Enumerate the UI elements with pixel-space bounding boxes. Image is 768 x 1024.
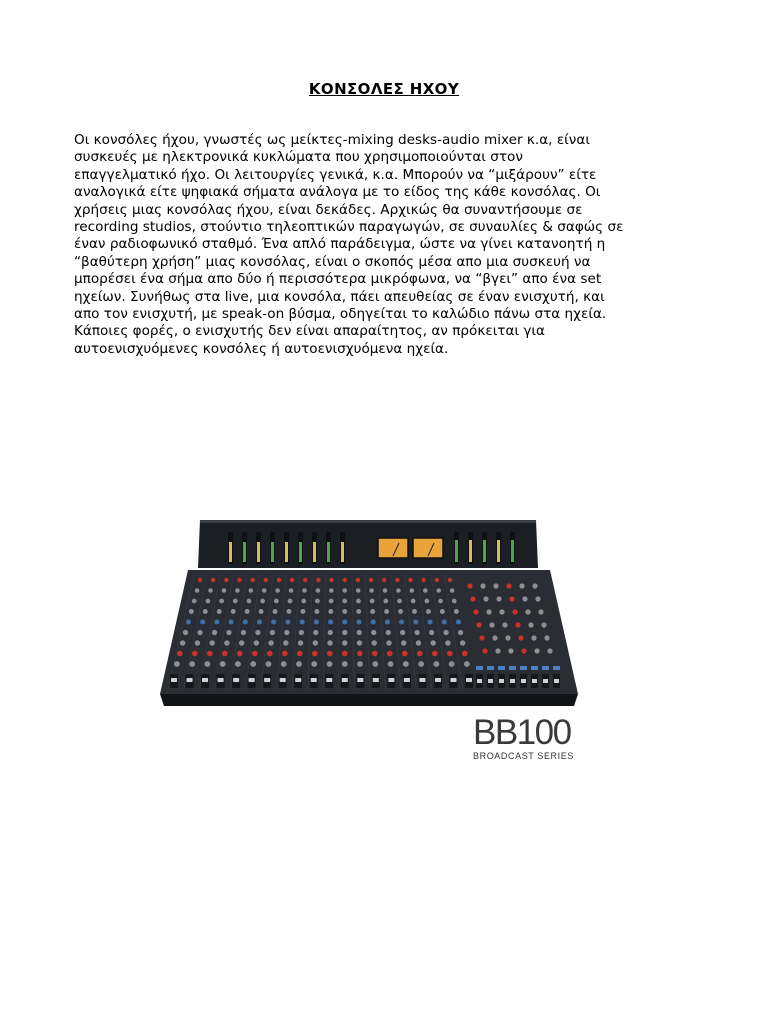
channel-knob bbox=[192, 599, 197, 604]
channel-knob bbox=[403, 661, 409, 667]
model-name: BB100 bbox=[473, 713, 571, 752]
channel-knob bbox=[370, 599, 375, 604]
master-knob bbox=[492, 635, 497, 640]
channel-knob bbox=[303, 578, 307, 582]
channel-knob bbox=[356, 588, 361, 593]
channel-knob bbox=[435, 578, 439, 582]
fader-cap bbox=[450, 678, 456, 682]
channel-knob bbox=[311, 661, 317, 667]
channel-knob bbox=[222, 588, 227, 593]
channel-knob bbox=[301, 599, 306, 604]
channel-knob bbox=[237, 578, 241, 582]
channel-knob bbox=[411, 599, 416, 604]
series-name: BROADCAST SERIES bbox=[473, 751, 574, 761]
channel-knob bbox=[260, 599, 265, 604]
master-knob bbox=[525, 609, 530, 614]
channel-knob bbox=[372, 661, 378, 667]
channel-knob bbox=[211, 578, 215, 582]
channel-knob bbox=[356, 619, 361, 624]
master-knob bbox=[519, 583, 524, 588]
channel-knob bbox=[329, 578, 333, 582]
channel-knob bbox=[369, 588, 374, 593]
fader-cap bbox=[419, 678, 425, 682]
channel-knob bbox=[224, 640, 229, 645]
master-knob bbox=[486, 609, 491, 614]
channel-knob bbox=[271, 619, 276, 624]
fader-cap bbox=[326, 678, 332, 682]
channel-knob bbox=[313, 640, 318, 645]
paragraph-line: συσκευές με ηλεκτρονικά κυκλώματα που χρησιμοποιούνται στον bbox=[74, 149, 523, 166]
bar-meter-level bbox=[229, 542, 232, 562]
channel-knob bbox=[452, 599, 457, 604]
master-fader-cap bbox=[499, 679, 504, 683]
bar-meter-level bbox=[313, 542, 316, 562]
channel-knob bbox=[316, 588, 321, 593]
master-knob bbox=[470, 596, 475, 601]
channel-knob bbox=[408, 578, 412, 582]
fader-cap bbox=[202, 678, 208, 682]
paragraph-line: αυτοενισχυόμενες κονσόλες ή αυτοενισχυόμενα ηχεία. bbox=[74, 340, 449, 357]
master-knob bbox=[483, 596, 488, 601]
channel-knob bbox=[436, 588, 441, 593]
channel-knob bbox=[226, 630, 231, 635]
channel-knob bbox=[285, 619, 290, 624]
channel-knob bbox=[268, 640, 273, 645]
channel-knob bbox=[222, 651, 228, 657]
channel-knob bbox=[198, 578, 202, 582]
channel-knob bbox=[372, 640, 377, 645]
master-knob bbox=[508, 648, 513, 653]
channel-knob bbox=[329, 588, 334, 593]
fader-cap bbox=[264, 678, 270, 682]
channel-knob bbox=[383, 588, 388, 593]
channel-knob bbox=[302, 588, 307, 593]
channel-knob bbox=[417, 651, 423, 657]
channel-knob bbox=[212, 630, 217, 635]
channel-knob bbox=[266, 661, 272, 667]
master-knob bbox=[547, 648, 552, 653]
channel-knob bbox=[398, 609, 403, 614]
paragraph-line: αναλογικά είτε ψηφιακά σήματα ανάλογα με το είδος της κάθε κονσόλας. Οι bbox=[74, 184, 601, 201]
master-knob bbox=[541, 622, 546, 627]
channel-knob bbox=[449, 661, 455, 667]
channel-knob bbox=[220, 661, 226, 667]
channel-knob bbox=[423, 588, 428, 593]
channel-knob bbox=[277, 578, 281, 582]
channel-knob bbox=[300, 609, 305, 614]
channel-knob bbox=[264, 578, 268, 582]
fader-cap bbox=[249, 678, 255, 682]
channel-knob bbox=[418, 661, 424, 667]
channel-knob bbox=[299, 630, 304, 635]
channel-knob bbox=[267, 651, 273, 657]
master-button bbox=[487, 666, 494, 670]
master-button bbox=[531, 666, 538, 670]
master-fader-cap bbox=[532, 679, 537, 683]
channel-knob bbox=[401, 640, 406, 645]
master-knob bbox=[535, 596, 540, 601]
channel-knob bbox=[252, 651, 258, 657]
channel-knob bbox=[262, 588, 267, 593]
channel-knob bbox=[396, 588, 401, 593]
channel-knob bbox=[290, 578, 294, 582]
channel-knob bbox=[357, 661, 363, 667]
channel-knob bbox=[231, 609, 236, 614]
channel-knob bbox=[328, 630, 333, 635]
channel-knob bbox=[315, 599, 320, 604]
channel-knob bbox=[443, 630, 448, 635]
master-button bbox=[476, 666, 483, 670]
master-fader-cap bbox=[488, 679, 493, 683]
paragraph-line: ηχείων. Συνήθως στα live, μια κονσόλα, πάει απευθείας σε έναν ενισχυτή, και bbox=[74, 288, 605, 305]
channel-knob bbox=[342, 619, 347, 624]
channel-knob bbox=[275, 588, 280, 593]
master-knob bbox=[531, 635, 536, 640]
channel-knob bbox=[289, 588, 294, 593]
channel-knob bbox=[450, 588, 455, 593]
master-knob bbox=[512, 609, 517, 614]
channel-knob bbox=[385, 619, 390, 624]
channel-knob bbox=[257, 619, 262, 624]
master-knob bbox=[505, 635, 510, 640]
master-button bbox=[498, 666, 505, 670]
document-title: ΚΟΝΣΟΛΕΣ ΗΧΟΥ bbox=[308, 80, 460, 99]
paragraph-line: “βαθύτερη χρήση” μιας κονσόλας, είναι ο σκοπός μέσα απο μια συσκευή να bbox=[74, 253, 591, 270]
channel-knob bbox=[243, 619, 248, 624]
channel-knob bbox=[274, 599, 279, 604]
master-knob bbox=[506, 583, 511, 588]
fader-cap bbox=[280, 678, 286, 682]
channel-knob bbox=[456, 619, 461, 624]
channel-knob bbox=[400, 630, 405, 635]
channel-knob bbox=[316, 578, 320, 582]
bar-meter-level bbox=[243, 542, 246, 562]
channel-knob bbox=[300, 619, 305, 624]
channel-knob bbox=[442, 619, 447, 624]
channel-knob bbox=[460, 640, 465, 645]
channel-knob bbox=[357, 630, 362, 635]
console-front-edge bbox=[160, 694, 578, 706]
channel-knob bbox=[237, 651, 243, 657]
channel-knob bbox=[414, 630, 419, 635]
channel-knob bbox=[217, 609, 222, 614]
channel-knob bbox=[458, 630, 463, 635]
channel-knob bbox=[296, 661, 302, 667]
master-button bbox=[542, 666, 549, 670]
fader-cap bbox=[435, 678, 441, 682]
master-knob bbox=[499, 609, 504, 614]
mixing-console-photo bbox=[158, 516, 578, 708]
paragraph-line: Κάποιες φορές, ο ενισχυτής δεν είναι απαραίτητος, αν πρόκειται για bbox=[74, 323, 545, 340]
master-knob bbox=[493, 583, 498, 588]
master-knob bbox=[534, 648, 539, 653]
channel-knob bbox=[395, 578, 399, 582]
channel-knob bbox=[356, 578, 360, 582]
bar-meter-level bbox=[455, 540, 458, 562]
channel-knob bbox=[440, 609, 445, 614]
meter-bridge-edge bbox=[200, 520, 536, 523]
channel-knob bbox=[250, 578, 254, 582]
channel-knob bbox=[464, 661, 470, 667]
paragraph-line: μπορέσει ένα σήμα απο δύο ή περισσότερα μικρόφωνα, να “βγει” απο ένα set bbox=[74, 271, 602, 288]
channel-knob bbox=[207, 651, 213, 657]
channel-knob bbox=[445, 640, 450, 645]
channel-knob bbox=[189, 609, 194, 614]
channel-knob bbox=[386, 640, 391, 645]
master-button bbox=[553, 666, 560, 670]
channel-knob bbox=[224, 578, 228, 582]
channel-knob bbox=[233, 599, 238, 604]
fader-cap bbox=[295, 678, 301, 682]
channel-knob bbox=[342, 640, 347, 645]
fader-cap bbox=[187, 678, 193, 682]
channel-knob bbox=[343, 578, 347, 582]
channel-knob bbox=[399, 619, 404, 624]
body-paragraph bbox=[74, 132, 699, 358]
channel-knob bbox=[429, 630, 434, 635]
master-knob bbox=[482, 648, 487, 653]
channel-knob bbox=[235, 661, 241, 667]
channel-knob bbox=[239, 640, 244, 645]
fader-cap bbox=[357, 678, 363, 682]
fader-cap bbox=[404, 678, 410, 682]
fader-cap bbox=[342, 678, 348, 682]
channel-knob bbox=[249, 588, 254, 593]
paragraph-line: απο τον ενισχυτή, με speak-on βύσμα, οδηγείται το καλώδιο πάνω στα ηχεία. bbox=[74, 306, 607, 323]
master-knob bbox=[502, 622, 507, 627]
channel-knob bbox=[342, 630, 347, 635]
channel-knob bbox=[413, 619, 418, 624]
channel-knob bbox=[410, 588, 415, 593]
channel-knob bbox=[298, 640, 303, 645]
bar-meter-level bbox=[299, 542, 302, 562]
master-knob bbox=[473, 609, 478, 614]
channel-knob bbox=[177, 651, 183, 657]
channel-knob bbox=[209, 640, 214, 645]
paragraph-line: recording studios, στούντιο τηλεοπτικών παραγωγών, σε συναυλίες & σαφώς σε bbox=[74, 219, 624, 236]
channel-knob bbox=[327, 651, 333, 657]
master-knob bbox=[509, 596, 514, 601]
channel-knob bbox=[247, 599, 252, 604]
channel-knob bbox=[205, 661, 211, 667]
channel-knob bbox=[382, 578, 386, 582]
channel-knob bbox=[430, 640, 435, 645]
fader-cap bbox=[311, 678, 317, 682]
paragraph-line: επαγγελματικό ήχο. Οι λειτουργίες γενικά, κ.α. Μπορούν να “μιξάρουν” είτε bbox=[74, 166, 597, 183]
channel-knob bbox=[255, 630, 260, 635]
channel-knob bbox=[357, 651, 363, 657]
master-knob bbox=[496, 596, 501, 601]
channel-knob bbox=[432, 651, 438, 657]
channel-knob bbox=[462, 651, 468, 657]
master-fader-cap bbox=[554, 679, 559, 683]
fader-cap bbox=[388, 678, 394, 682]
fader-cap bbox=[171, 678, 177, 682]
fader-cap bbox=[466, 678, 472, 682]
channel-knob bbox=[283, 640, 288, 645]
channel-knob bbox=[438, 599, 443, 604]
paragraph-line: χρήσεις μιας κονσόλας ήχου, είναι δεκάδες. Αρχικώς θα συναντήσουμε σε bbox=[74, 201, 583, 218]
channel-knob bbox=[241, 630, 246, 635]
channel-knob bbox=[312, 651, 318, 657]
channel-knob bbox=[250, 661, 256, 667]
master-knob bbox=[515, 622, 520, 627]
channel-knob bbox=[189, 661, 195, 667]
bar-meter-level bbox=[483, 540, 486, 562]
bar-meter-level bbox=[341, 542, 344, 562]
master-knob bbox=[521, 648, 526, 653]
channel-knob bbox=[342, 588, 347, 593]
master-knob bbox=[489, 622, 494, 627]
channel-knob bbox=[195, 640, 200, 645]
channel-knob bbox=[448, 578, 452, 582]
master-knob bbox=[522, 596, 527, 601]
channel-knob bbox=[327, 661, 333, 667]
channel-knob bbox=[328, 609, 333, 614]
channel-knob bbox=[369, 578, 373, 582]
channel-knob bbox=[270, 630, 275, 635]
channel-knob bbox=[357, 640, 362, 645]
master-knob bbox=[532, 583, 537, 588]
bar-meter-level bbox=[257, 542, 260, 562]
master-fader-cap bbox=[521, 679, 526, 683]
channel-knob bbox=[229, 619, 234, 624]
master-knob bbox=[476, 622, 481, 627]
channel-knob bbox=[282, 651, 288, 657]
paragraph-line: έναν ραδιοφωνικό σταθμό. Ένα απλό παράδειγμα, ώστε να γίνει κατανοητή η bbox=[74, 236, 606, 253]
channel-knob bbox=[416, 640, 421, 645]
channel-knob bbox=[192, 651, 198, 657]
master-knob bbox=[538, 609, 543, 614]
channel-knob bbox=[328, 619, 333, 624]
master-button bbox=[509, 666, 516, 670]
bar-meter-level bbox=[327, 542, 330, 562]
channel-knob bbox=[219, 599, 224, 604]
channel-knob bbox=[397, 599, 402, 604]
channel-knob bbox=[426, 609, 431, 614]
channel-knob bbox=[286, 609, 291, 614]
channel-knob bbox=[281, 661, 287, 667]
channel-knob bbox=[313, 630, 318, 635]
channel-knob bbox=[342, 651, 348, 657]
channel-knob bbox=[356, 599, 361, 604]
channel-knob bbox=[386, 630, 391, 635]
channel-knob bbox=[370, 609, 375, 614]
channel-knob bbox=[245, 609, 250, 614]
channel-knob bbox=[342, 609, 347, 614]
channel-knob bbox=[314, 609, 319, 614]
channel-knob bbox=[214, 619, 219, 624]
channel-knob bbox=[356, 609, 361, 614]
channel-knob bbox=[427, 619, 432, 624]
channel-knob bbox=[371, 630, 376, 635]
channel-knob bbox=[421, 578, 425, 582]
channel-knob bbox=[314, 619, 319, 624]
channel-knob bbox=[235, 588, 240, 593]
channel-knob bbox=[329, 599, 334, 604]
channel-knob bbox=[206, 599, 211, 604]
channel-knob bbox=[284, 630, 289, 635]
master-knob bbox=[544, 635, 549, 640]
master-fader-cap bbox=[477, 679, 482, 683]
channel-knob bbox=[195, 588, 200, 593]
channel-knob bbox=[203, 609, 208, 614]
master-button bbox=[520, 666, 527, 670]
channel-knob bbox=[197, 630, 202, 635]
bar-meter-level bbox=[469, 540, 472, 562]
channel-knob bbox=[180, 640, 185, 645]
channel-knob bbox=[454, 609, 459, 614]
master-knob bbox=[479, 635, 484, 640]
channel-knob bbox=[288, 599, 293, 604]
master-knob bbox=[495, 648, 500, 653]
channel-knob bbox=[200, 619, 205, 624]
fader-cap bbox=[373, 678, 379, 682]
channel-knob bbox=[342, 599, 347, 604]
bar-meter-level bbox=[271, 542, 274, 562]
master-knob bbox=[518, 635, 523, 640]
channel-knob bbox=[208, 588, 213, 593]
channel-knob bbox=[447, 651, 453, 657]
paragraph-line: Οι κονσόλες ήχου, γνωστές ως μείκτες-mixing desks-audio mixer κ.α, είναι bbox=[74, 132, 590, 148]
channel-knob bbox=[342, 661, 348, 667]
master-fader-cap bbox=[510, 679, 515, 683]
channel-knob bbox=[387, 651, 393, 657]
channel-knob bbox=[424, 599, 429, 604]
channel-knob bbox=[372, 651, 378, 657]
master-knob bbox=[528, 622, 533, 627]
channel-knob bbox=[433, 661, 439, 667]
bar-meter-level bbox=[285, 542, 288, 562]
channel-knob bbox=[273, 609, 278, 614]
master-knob bbox=[467, 583, 472, 588]
fader-cap bbox=[233, 678, 239, 682]
channel-knob bbox=[383, 599, 388, 604]
channel-knob bbox=[254, 640, 259, 645]
channel-knob bbox=[259, 609, 264, 614]
channel-knob bbox=[402, 651, 408, 657]
fader-cap bbox=[218, 678, 224, 682]
channel-knob bbox=[371, 619, 376, 624]
channel-knob bbox=[388, 661, 394, 667]
master-fader-cap bbox=[543, 679, 548, 683]
channel-knob bbox=[174, 661, 180, 667]
channel-knob bbox=[327, 640, 332, 645]
channel-knob bbox=[297, 651, 303, 657]
channel-knob bbox=[186, 619, 191, 624]
channel-knob bbox=[412, 609, 417, 614]
master-knob bbox=[480, 583, 485, 588]
bar-meter-level bbox=[511, 540, 514, 562]
channel-knob bbox=[183, 630, 188, 635]
product-caption bbox=[473, 714, 583, 761]
channel-knob bbox=[384, 609, 389, 614]
bar-meter-level bbox=[497, 540, 500, 562]
